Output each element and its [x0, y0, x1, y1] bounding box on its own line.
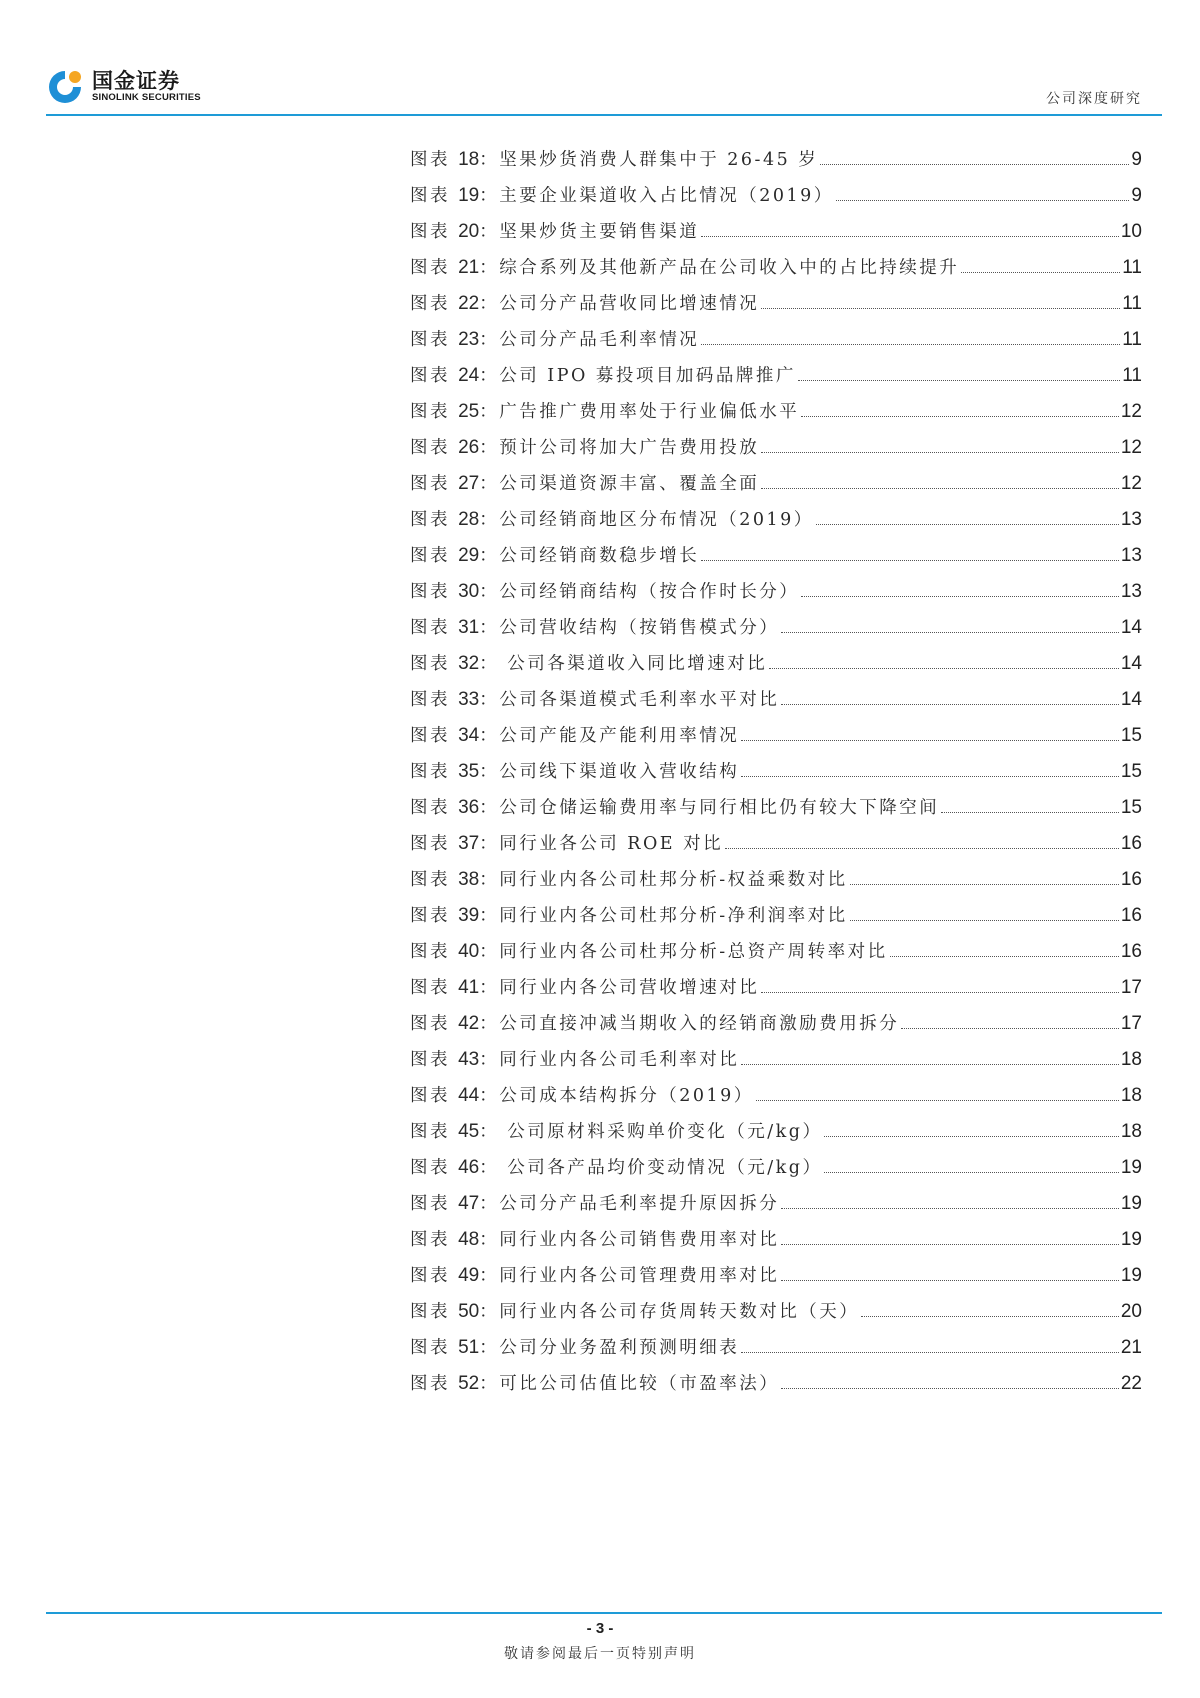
dot-leader [761, 308, 1120, 309]
colon: ： [479, 906, 500, 926]
toc-prefix: 图表 [410, 870, 450, 890]
toc-entry[interactable] [410, 794, 1142, 830]
toc-entry[interactable] [410, 758, 1142, 794]
toc-prefix: 图表 [410, 906, 450, 926]
toc-entry-label[interactable] [410, 722, 739, 747]
colon: ： [479, 186, 500, 206]
colon: ： [479, 726, 500, 746]
figure-number: 37 [458, 833, 480, 854]
dot-leader [741, 1352, 1119, 1353]
toc-prefix: 图表 [410, 186, 450, 206]
figure-title: 公司各产品均价变动情况（元/kg） [499, 1158, 823, 1178]
dot-leader [781, 632, 1119, 633]
figure-number: 41 [458, 977, 480, 998]
figure-number: 19 [458, 185, 480, 206]
colon: ： [479, 1158, 500, 1178]
toc-entry[interactable] [410, 614, 1142, 650]
toc-prefix: 图表 [410, 1122, 450, 1142]
colon: ： [479, 150, 500, 170]
figure-number: 42 [458, 1013, 480, 1034]
page-ref[interactable]: 11 [1122, 257, 1142, 278]
toc-entry[interactable] [410, 1262, 1142, 1298]
page-ref[interactable]: 20 [1120, 1301, 1142, 1322]
toc-prefix: 图表 [410, 474, 450, 494]
toc-entry[interactable] [410, 1154, 1142, 1190]
toc-prefix: 图表 [410, 294, 450, 314]
figure-title: 综合系列及其他新产品在公司收入中的占比持续提升 [499, 258, 960, 278]
colon: ： [479, 258, 500, 278]
page-ref[interactable]: 13 [1120, 509, 1142, 530]
figure-title: 同行业内各公司管理费用率对比 [499, 1266, 780, 1286]
figure-title: 同行业内各公司杜邦分析-权益乘数对比 [499, 870, 848, 890]
toc-prefix: 图表 [410, 834, 450, 854]
figure-title: 公司经销商地区分布情况（2019） [499, 510, 814, 530]
figure-title: 坚果炒货消费人群集中于 26-45 岁 [499, 150, 819, 170]
dot-leader [801, 416, 1119, 417]
dot-leader [761, 452, 1119, 453]
figure-title: 公司各渠道收入同比增速对比 [499, 654, 768, 674]
figure-title: 预计公司将加大广告费用投放 [499, 438, 760, 458]
toc-entry[interactable] [410, 686, 1142, 722]
figure-title: 同行业内各公司销售费用率对比 [499, 1230, 780, 1250]
figure-number: 18 [458, 149, 480, 170]
dot-leader [761, 488, 1119, 489]
toc-prefix: 图表 [410, 1374, 450, 1394]
page-ref[interactable]: 19 [1120, 1229, 1142, 1250]
dot-leader [890, 956, 1119, 957]
colon: ： [479, 582, 500, 602]
toc-prefix: 图表 [410, 726, 450, 746]
toc-entry[interactable] [410, 974, 1142, 1010]
figure-number: 30 [458, 581, 480, 602]
figure-title: 同行业各公司 ROE 对比 [499, 834, 724, 854]
page-ref[interactable]: 15 [1120, 797, 1142, 818]
colon: ： [479, 1014, 500, 1034]
page-ref[interactable]: 12 [1120, 401, 1142, 422]
toc-prefix: 图表 [410, 222, 450, 242]
toc-entry-label[interactable] [410, 938, 888, 963]
page-header [46, 66, 1162, 114]
toc-entry-label[interactable] [410, 146, 818, 171]
figure-number: 31 [458, 617, 480, 638]
figure-number: 38 [458, 869, 480, 890]
figure-title: 同行业内各公司存货周转天数对比（天） [499, 1302, 860, 1322]
toc-entry-label[interactable] [410, 1154, 822, 1179]
toc-prefix: 图表 [410, 798, 450, 818]
page-ref[interactable]: 21 [1120, 1337, 1142, 1358]
figure-title: 同行业内各公司毛利率对比 [499, 1050, 740, 1070]
toc-entry-label[interactable] [410, 1046, 739, 1071]
colon: ： [479, 222, 500, 242]
toc-entry[interactable] [410, 1046, 1142, 1082]
figure-number: 26 [458, 437, 480, 458]
colon: ： [479, 834, 500, 854]
figure-number: 28 [458, 509, 480, 530]
figure-title: 同行业内各公司杜邦分析-净利润率对比 [499, 906, 848, 926]
toc-entry-label[interactable] [410, 434, 759, 459]
colon: ： [479, 438, 500, 458]
page-ref[interactable]: 10 [1120, 221, 1142, 242]
dot-leader [850, 884, 1119, 885]
dot-leader [824, 1136, 1118, 1137]
dot-leader [701, 560, 1119, 561]
dot-leader [836, 200, 1130, 201]
logo-english-name: SINOLINK SECURITIES [92, 92, 201, 103]
page-ref[interactable]: 16 [1120, 869, 1142, 890]
colon: ： [479, 510, 500, 530]
dot-leader [741, 1064, 1119, 1065]
toc-prefix: 图表 [410, 366, 450, 386]
figure-title: 公司原材料采购单价变化（元/kg） [499, 1122, 823, 1142]
figure-number: 34 [458, 725, 480, 746]
colon: ： [479, 690, 500, 710]
toc-entry-label[interactable] [410, 1334, 739, 1359]
toc-entry-label[interactable] [410, 758, 739, 783]
toc-entry[interactable] [410, 1334, 1142, 1370]
colon: ： [479, 1302, 500, 1322]
toc-entry-label[interactable] [410, 1082, 754, 1107]
toc-entry[interactable] [410, 254, 1142, 290]
dot-leader [850, 920, 1119, 921]
toc-entry[interactable] [410, 218, 1142, 254]
page-ref[interactable]: 16 [1120, 833, 1142, 854]
toc-entry[interactable] [410, 290, 1142, 326]
figure-title: 广告推广费用率处于行业偏低水平 [499, 402, 800, 422]
dot-leader [701, 344, 1120, 345]
toc-prefix: 图表 [410, 1338, 450, 1358]
colon: ： [479, 1194, 500, 1214]
figure-number: 36 [458, 797, 480, 818]
page-ref[interactable]: 18 [1120, 1085, 1142, 1106]
dot-leader [701, 236, 1119, 237]
page-ref[interactable]: 17 [1120, 1013, 1142, 1034]
toc-entry[interactable] [410, 1082, 1142, 1118]
dot-leader [781, 1244, 1119, 1245]
toc-entry-label[interactable] [410, 578, 799, 603]
toc-prefix: 图表 [410, 1086, 450, 1106]
toc-prefix: 图表 [410, 1266, 450, 1286]
colon: ： [479, 1338, 500, 1358]
toc-entry[interactable] [410, 434, 1142, 470]
toc-entry[interactable] [410, 722, 1142, 758]
report-type: 公司深度研究 [1046, 91, 1142, 107]
toc-entry-label[interactable] [410, 542, 699, 567]
toc-entry[interactable] [410, 1010, 1142, 1046]
toc-prefix: 图表 [410, 1014, 450, 1034]
dot-leader [741, 776, 1119, 777]
page-ref[interactable]: 16 [1120, 941, 1142, 962]
toc-entry[interactable] [410, 578, 1142, 614]
toc-prefix: 图表 [410, 654, 450, 674]
toc-entry-label[interactable] [410, 974, 759, 999]
figure-number: 49 [458, 1265, 480, 1286]
page-ref[interactable]: 9 [1131, 149, 1142, 170]
figure-title: 可比公司估值比较（市盈率法） [499, 1374, 780, 1394]
colon: ： [479, 474, 500, 494]
figure-number: 51 [458, 1337, 480, 1358]
figure-title: 同行业内各公司营收增速对比 [499, 978, 760, 998]
table-of-figures [410, 146, 1142, 1406]
page-ref[interactable]: 12 [1120, 473, 1142, 494]
dot-leader [961, 272, 1120, 273]
figure-title: 公司渠道资源丰富、覆盖全面 [499, 474, 760, 494]
toc-entry-label[interactable] [410, 1010, 899, 1035]
colon: ： [479, 1374, 500, 1394]
page-ref[interactable]: 22 [1120, 1373, 1142, 1394]
dot-leader [798, 380, 1120, 381]
figure-number: 23 [458, 329, 480, 350]
colon: ： [479, 798, 500, 818]
figure-number: 45 [458, 1121, 480, 1142]
dot-leader [801, 596, 1119, 597]
toc-prefix: 图表 [410, 1158, 450, 1178]
page-ref[interactable]: 14 [1120, 689, 1142, 710]
dot-leader [816, 524, 1119, 525]
toc-entry-label[interactable] [410, 1370, 779, 1395]
page-ref[interactable]: 15 [1120, 725, 1142, 746]
page-ref[interactable]: 16 [1120, 905, 1142, 926]
toc-entry[interactable] [410, 1226, 1142, 1262]
figure-number: 47 [458, 1193, 480, 1214]
toc-prefix: 图表 [410, 942, 450, 962]
toc-prefix: 图表 [410, 438, 450, 458]
toc-prefix: 图表 [410, 258, 450, 278]
figure-title: 公司营收结构（按销售模式分） [499, 618, 780, 638]
toc-prefix: 图表 [410, 582, 450, 602]
page-ref[interactable]: 19 [1120, 1157, 1142, 1178]
page-ref[interactable]: 12 [1120, 437, 1142, 458]
figure-number: 50 [458, 1301, 480, 1322]
figure-number: 33 [458, 689, 480, 710]
company-logo [46, 68, 201, 106]
page-number: - 3 - [586, 1620, 614, 1637]
figure-number: 32 [458, 653, 480, 674]
toc-prefix: 图表 [410, 1230, 450, 1250]
figure-number: 52 [458, 1373, 480, 1394]
toc-prefix: 图表 [410, 618, 450, 638]
colon: ： [479, 402, 500, 422]
dot-leader [725, 848, 1119, 849]
toc-entry-label[interactable] [410, 506, 814, 531]
colon: ： [479, 1266, 500, 1286]
toc-prefix: 图表 [410, 150, 450, 170]
colon: ： [479, 1086, 500, 1106]
toc-prefix: 图表 [410, 402, 450, 422]
toc-entry[interactable] [410, 1190, 1142, 1226]
footer-divider [46, 1612, 1162, 1614]
toc-entry[interactable] [410, 362, 1142, 398]
toc-entry-label[interactable] [410, 650, 767, 675]
toc-entry[interactable] [410, 1298, 1142, 1334]
colon: ： [479, 942, 500, 962]
page-ref[interactable]: 11 [1122, 293, 1142, 314]
figure-number: 22 [458, 293, 480, 314]
toc-entry-label[interactable] [410, 686, 779, 711]
dot-leader [941, 812, 1119, 813]
figure-title: 公司 IPO 募投项目加码品牌推广 [499, 366, 796, 386]
colon: ： [479, 618, 500, 638]
figure-title: 公司经销商数稳步增长 [499, 546, 700, 566]
toc-entry-label[interactable] [410, 398, 799, 423]
toc-entry[interactable] [410, 182, 1142, 218]
dot-leader [781, 1388, 1119, 1389]
toc-prefix: 图表 [410, 1194, 450, 1214]
figure-title: 公司成本结构拆分（2019） [499, 1086, 754, 1106]
colon: ： [479, 294, 500, 314]
disclaimer-note: 敬请参阅最后一页特别声明 [504, 1646, 696, 1662]
page-ref[interactable]: 18 [1120, 1049, 1142, 1070]
dot-leader [769, 668, 1119, 669]
dot-leader [741, 740, 1119, 741]
toc-entry-label[interactable] [410, 1190, 779, 1215]
toc-entry-label[interactable] [410, 1118, 822, 1143]
toc-entry[interactable] [410, 1118, 1142, 1154]
dot-leader [761, 992, 1119, 993]
toc-prefix: 图表 [410, 510, 450, 530]
toc-entry-label[interactable] [410, 830, 723, 855]
dot-leader [820, 164, 1129, 165]
figure-number: 29 [458, 545, 480, 566]
figure-title: 公司经销商结构（按合作时长分） [499, 582, 800, 602]
figure-title: 公司直接冲减当期收入的经销商激励费用拆分 [499, 1014, 900, 1034]
toc-entry[interactable] [410, 902, 1142, 938]
figure-number: 35 [458, 761, 480, 782]
figure-number: 24 [458, 365, 480, 386]
page-ref[interactable]: 14 [1120, 653, 1142, 674]
toc-entry-label[interactable] [410, 254, 959, 279]
toc-entry[interactable] [410, 506, 1142, 542]
figure-number: 44 [458, 1085, 480, 1106]
toc-entry-label[interactable] [410, 1298, 859, 1323]
colon: ： [479, 870, 500, 890]
colon: ： [479, 762, 500, 782]
dot-leader [781, 1208, 1119, 1209]
toc-prefix: 图表 [410, 330, 450, 350]
figure-number: 48 [458, 1229, 480, 1250]
toc-prefix: 图表 [410, 690, 450, 710]
dot-leader [781, 1280, 1119, 1281]
toc-prefix: 图表 [410, 546, 450, 566]
figure-title: 公司分产品毛利率提升原因拆分 [499, 1194, 780, 1214]
toc-entry[interactable] [410, 326, 1142, 362]
figure-title: 同行业内各公司杜邦分析-总资产周转率对比 [499, 942, 888, 962]
figure-number: 43 [458, 1049, 480, 1070]
figure-number: 25 [458, 401, 480, 422]
sinolink-logo-icon [46, 68, 84, 106]
colon: ： [479, 654, 500, 674]
toc-entry-label[interactable] [410, 1226, 779, 1251]
page-ref[interactable]: 15 [1120, 761, 1142, 782]
page-ref[interactable]: 11 [1122, 365, 1142, 386]
figure-title: 公司分产品毛利率情况 [499, 330, 700, 350]
toc-entry[interactable] [410, 830, 1142, 866]
page-ref[interactable]: 9 [1131, 185, 1142, 206]
page-ref[interactable]: 13 [1120, 545, 1142, 566]
page-ref[interactable]: 17 [1120, 977, 1142, 998]
toc-entry[interactable] [410, 470, 1142, 506]
page-ref[interactable]: 11 [1122, 329, 1142, 350]
dot-leader [901, 1028, 1119, 1029]
figure-title: 主要企业渠道收入占比情况（2019） [499, 186, 834, 206]
figure-title: 公司分产品营收同比增速情况 [499, 294, 760, 314]
dot-leader [756, 1100, 1119, 1101]
logo-chinese-name: 国金证券 [92, 69, 180, 93]
header-divider [46, 114, 1162, 116]
figure-title: 公司线下渠道收入营收结构 [499, 762, 740, 782]
page-ref[interactable]: 19 [1120, 1265, 1142, 1286]
figure-number: 39 [458, 905, 480, 926]
dot-leader [824, 1172, 1118, 1173]
toc-entry[interactable] [410, 650, 1142, 686]
page-ref[interactable]: 13 [1120, 581, 1142, 602]
toc-entry-label[interactable] [410, 218, 699, 243]
colon: ： [479, 1122, 500, 1142]
figure-title: 公司产能及产能利用率情况 [499, 726, 740, 746]
colon: ： [479, 546, 500, 566]
toc-entry-label[interactable] [410, 614, 779, 639]
figure-title: 坚果炒货主要销售渠道 [499, 222, 700, 242]
toc-entry-label[interactable] [410, 326, 699, 351]
figure-number: 20 [458, 221, 480, 242]
toc-entry-label[interactable] [410, 182, 834, 207]
toc-entry-label[interactable] [410, 794, 939, 819]
dot-leader [781, 704, 1119, 705]
toc-entry-label[interactable] [410, 362, 796, 387]
toc-entry[interactable] [410, 938, 1142, 974]
colon: ： [479, 330, 500, 350]
toc-entry-label[interactable] [410, 1262, 779, 1287]
figure-number: 46 [458, 1157, 480, 1178]
toc-entry[interactable] [410, 542, 1142, 578]
figure-title: 公司仓储运输费用率与同行相比仍有较大下降空间 [499, 798, 940, 818]
toc-entry-label[interactable] [410, 866, 848, 891]
figure-title: 公司分业务盈利预测明细表 [499, 1338, 740, 1358]
toc-prefix: 图表 [410, 1302, 450, 1322]
colon: ： [479, 366, 500, 386]
colon: ： [479, 1050, 500, 1070]
toc-entry-label[interactable] [410, 290, 759, 315]
page-ref[interactable]: 19 [1120, 1193, 1142, 1214]
toc-entry[interactable] [410, 1370, 1142, 1406]
figure-number: 21 [458, 257, 480, 278]
page-ref[interactable]: 14 [1120, 617, 1142, 638]
figure-number: 27 [458, 473, 480, 494]
toc-prefix: 图表 [410, 1050, 450, 1070]
colon: ： [479, 1230, 500, 1250]
toc-prefix: 图表 [410, 978, 450, 998]
toc-prefix: 图表 [410, 762, 450, 782]
figure-title: 公司各渠道模式毛利率水平对比 [499, 690, 780, 710]
dot-leader [861, 1316, 1119, 1317]
figure-number: 40 [458, 941, 480, 962]
toc-entry-label[interactable] [410, 470, 759, 495]
toc-entry[interactable] [410, 146, 1142, 182]
colon: ： [479, 978, 500, 998]
page-ref[interactable]: 18 [1120, 1121, 1142, 1142]
toc-entry[interactable] [410, 866, 1142, 902]
toc-entry[interactable] [410, 398, 1142, 434]
toc-entry-label[interactable] [410, 902, 848, 927]
